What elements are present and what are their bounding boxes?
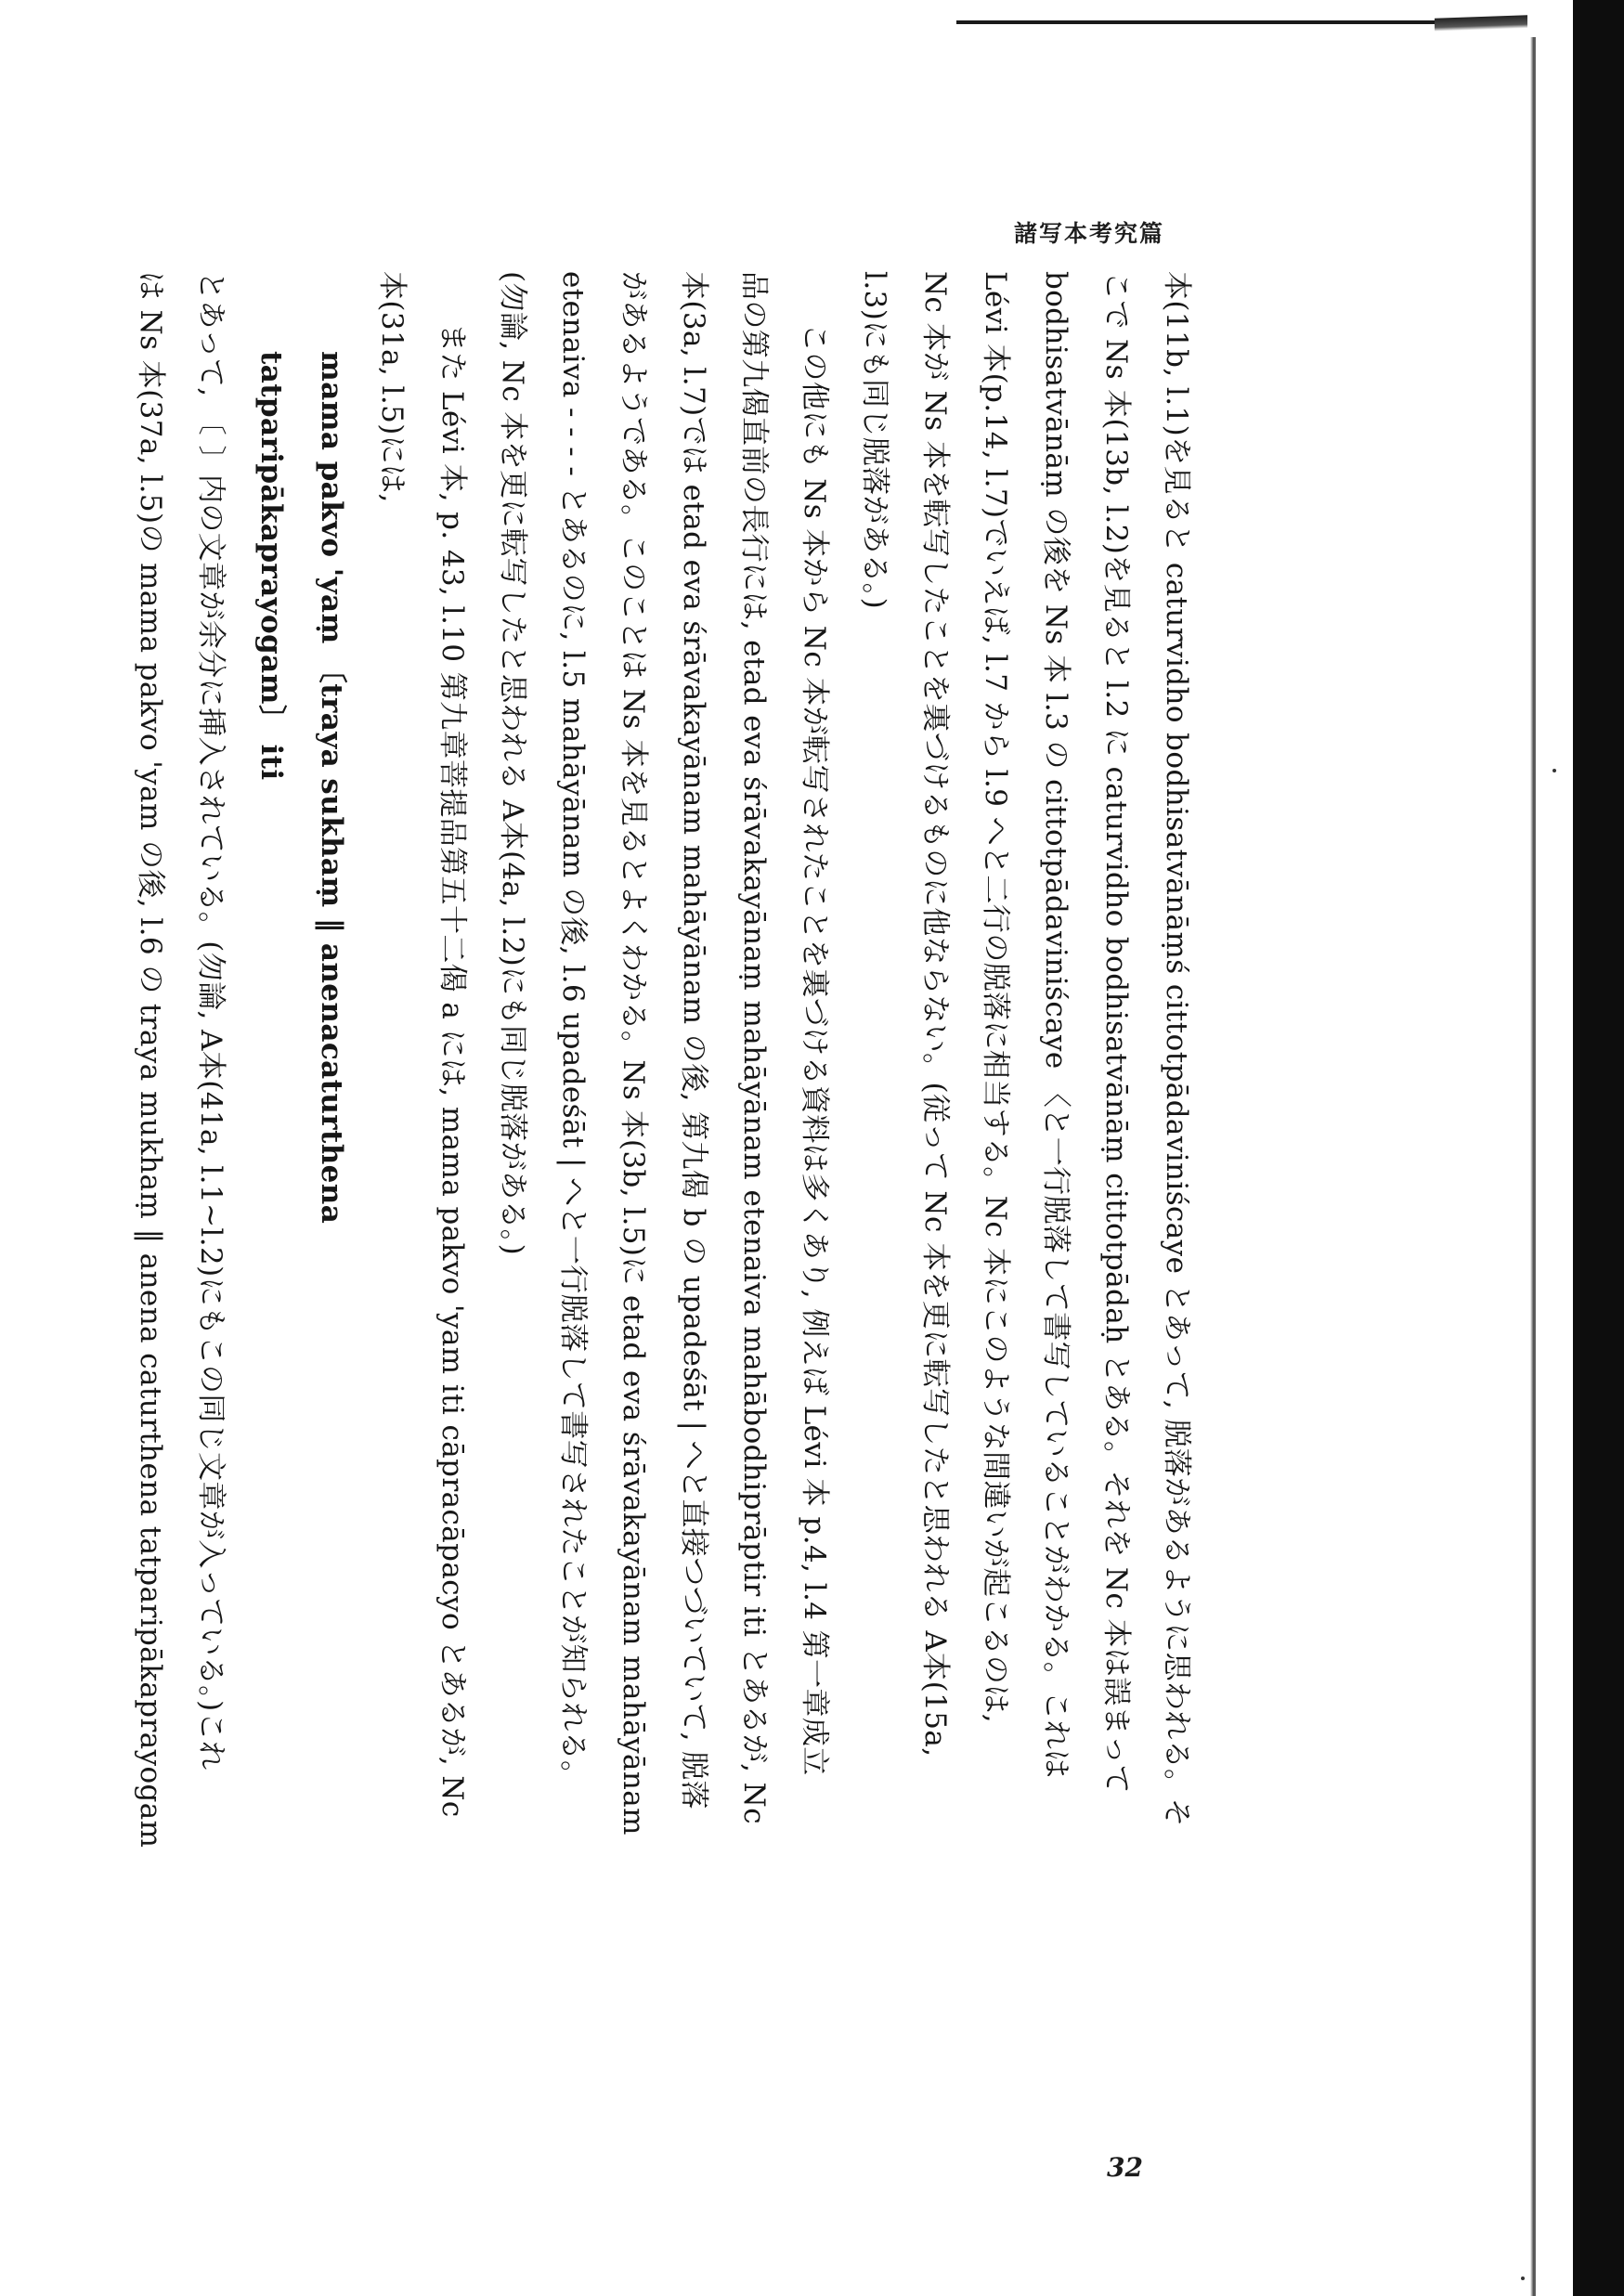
text-line: 本(31a, l.5)には, [375,271,409,503]
text-line: etenaiva - - - - とあるのに, l.5 mahāyānam の後, l.6 upadeśāt | へと一行脱落して書写されたことが知られる。 [556,271,590,1790]
scan-binding-shadow [1573,0,1624,2296]
quoted-sanskrit-line: tatparipākaprayogam〕 iti [254,351,288,781]
dust-speck [1553,769,1556,772]
text-line: 品の第九偈直前の長行には, etad eva śrāvakayānaṃ mahāyānam etenaiva mahābodhiprāptir iti とあるが, Nc [737,271,771,1824]
text-line: 本(3a, l.7)では etad eva śrāvakayānam mahāyānam の後, 第九偈 b の upadeśāt | へと直接つづいていて, 脱落 [677,271,710,1810]
top-edge-rule [956,20,1514,24]
text-line: また Lévi 本, p. 43, l.10 第九章菩提品第五十二偈 a には, mama pakvo 'yam iti cāpracāpacyo とあるが, Nc [435,323,469,1818]
text-line: Nc 本が Ns 本を転写したことを裏づけるものに他ならない。(従って Nc 本を更に転写したと思われる A本(15a, [918,271,952,1758]
text-line: とあって, 〔 〕内の文章が余分に挿入されている。(勿論, A本(41a, l.1~l.2)にもこの同じ文章が入っている。)これ [194,271,227,1771]
text-line: 本(11b, l.1)を見ると caturvidho bodhisatvānāṃś cittotpādaviniścaye とあって, 脱落があるように思われる。そ [1160,271,1193,1827]
page-number: 32 [1107,2152,1143,2183]
body-text [59,271,1206,2156]
top-edge-smudge [1435,15,1527,31]
text-line: は Ns 本(37a, l.5)の mama pakvo 'yam の後, l.6 の traya mukhaṃ ‖ anena caturthena tatparipākaprayogam [134,271,167,1848]
text-line: こで Ns 本(13b, l.2)を見ると l.2 に caturvidho bodhisatvānāṃ cittotpādaḥ とある。それを Nc 本は誤まって [1099,271,1133,1794]
page-edge-shadow [1530,37,1536,2296]
text-line: (勿論, Nc 本を更に転写したと思われる A本(4a, l.2)にも同じ脱落がある。) [496,271,529,1256]
text-line: この他にも Ns 本から Nc 本が転写されたことを裏づける資料は多くあり, 例えば Lévi 本 p.4, l.4 第一章成立 [798,323,831,1776]
text-line: があるようである。このことは Ns 本を見るとよくわかる。Ns 本(3b, l.5)に etad eva śrāvakayānam mahāyānam [617,271,650,1836]
text-line: bodhisatvānāṃ の後を Ns 本 l.3 の cittotpādaviniścaye 〈と一行脱落して書写していることがわかる。これは [1039,271,1072,1779]
dust-speck [1521,2277,1525,2280]
running-head: 諸写本考究篇 [1014,220,1165,247]
quoted-sanskrit-line: mama pakvo 'yaṃ 〔traya sukhaṃ ‖ anenacaturthena [315,351,348,1225]
text-line: Lévi 本(p.14, l.7)でいえば, l.7 から l.9 へと二行の脱落に相当する。Nc 本にこのような間違いが起こるのは, [979,271,1012,1723]
text-line: l.3)にも同じ脱落がある。) [858,271,891,610]
